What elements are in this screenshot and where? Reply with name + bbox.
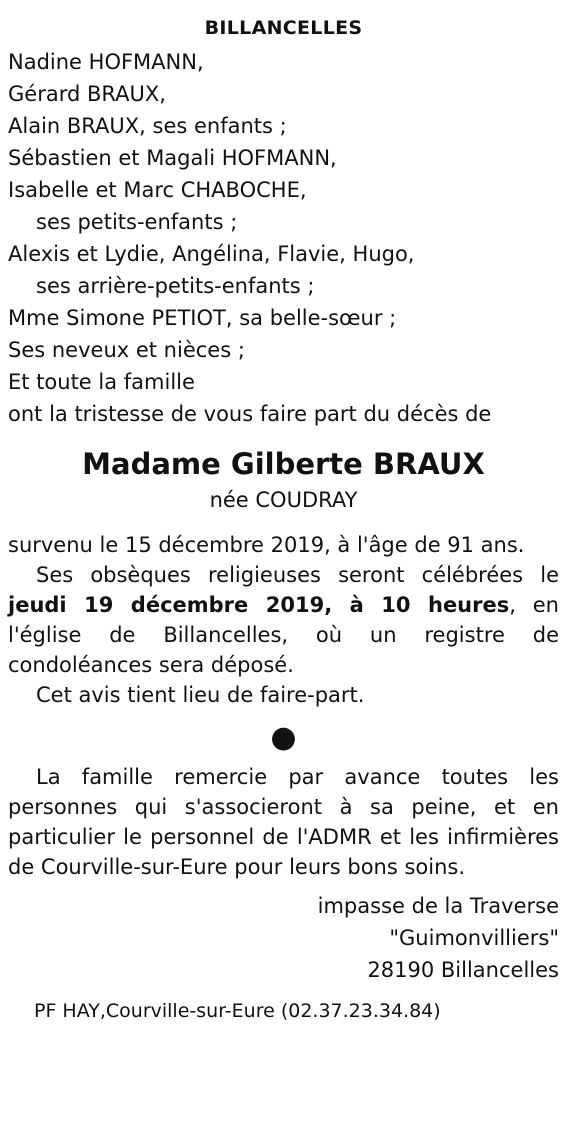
family-line: Et toute la famille bbox=[8, 370, 195, 394]
deceased-name: Madame Gilberte BRAUX bbox=[82, 447, 485, 481]
family-line: Alain BRAUX, ses enfants ; bbox=[8, 114, 287, 138]
maiden-name: née COUDRAY bbox=[209, 488, 358, 512]
family-line: Mme Simone PETIOT, sa belle-sœur ; bbox=[8, 306, 397, 330]
family-line: Ses neveux et nièces ; bbox=[8, 338, 245, 362]
family-line: Isabelle et Marc CHABOCHE, bbox=[8, 178, 307, 202]
thanks-paragraph: La famille remercie par avance toutes les personnes qui s'associeront à sa peine, et en particulier le personnel de l'ADMR et les infirmières de Courville-sur-Eure pour leurs bons soins. bbox=[8, 765, 559, 879]
family-line: Nadine HOFMANN, bbox=[8, 50, 204, 74]
funeral-home-credit: PF HAY,Courville-sur-Eure (02.37.23.34.84) bbox=[34, 1000, 441, 1022]
separator-bullet: ● bbox=[270, 720, 297, 755]
funeral-intro: Ses obsèques religieuses seront célébrées le bbox=[36, 563, 559, 587]
family-line: Gérard BRAUX, bbox=[8, 82, 166, 106]
family-line: ont la tristesse de vous faire part du décès de bbox=[8, 402, 492, 426]
address-line: impasse de la Traverse bbox=[317, 894, 559, 918]
funeral-rest: , en l'église de Billancelles, où un registre de condoléances sera déposé. bbox=[8, 593, 559, 677]
address-line: "Guimonvilliers" bbox=[389, 926, 559, 950]
address-line: 28190 Billancelles bbox=[367, 958, 559, 982]
death-notice: survenu le 15 décembre 2019, à l'âge de 91 ans. bbox=[8, 533, 525, 557]
family-list bbox=[8, 46, 559, 430]
family-line: ses arrière-petits-enfants ; bbox=[36, 274, 315, 298]
family-line: Alexis et Lydie, Angélina, Flavie, Hugo, bbox=[8, 242, 415, 266]
family-line: ses petits-enfants ; bbox=[36, 210, 238, 234]
funeral-paragraph bbox=[8, 560, 559, 680]
funeral-datetime: jeudi 19 décembre 2019, à 10 heures bbox=[8, 593, 510, 617]
obituary-notice bbox=[8, 0, 559, 1026]
family-line: Sébastien et Magali HOFMANN, bbox=[8, 146, 337, 170]
notice-heading: BILLANCELLES bbox=[204, 17, 363, 39]
address-block bbox=[8, 890, 559, 986]
notice-note: Cet avis tient lieu de faire-part. bbox=[36, 683, 365, 707]
